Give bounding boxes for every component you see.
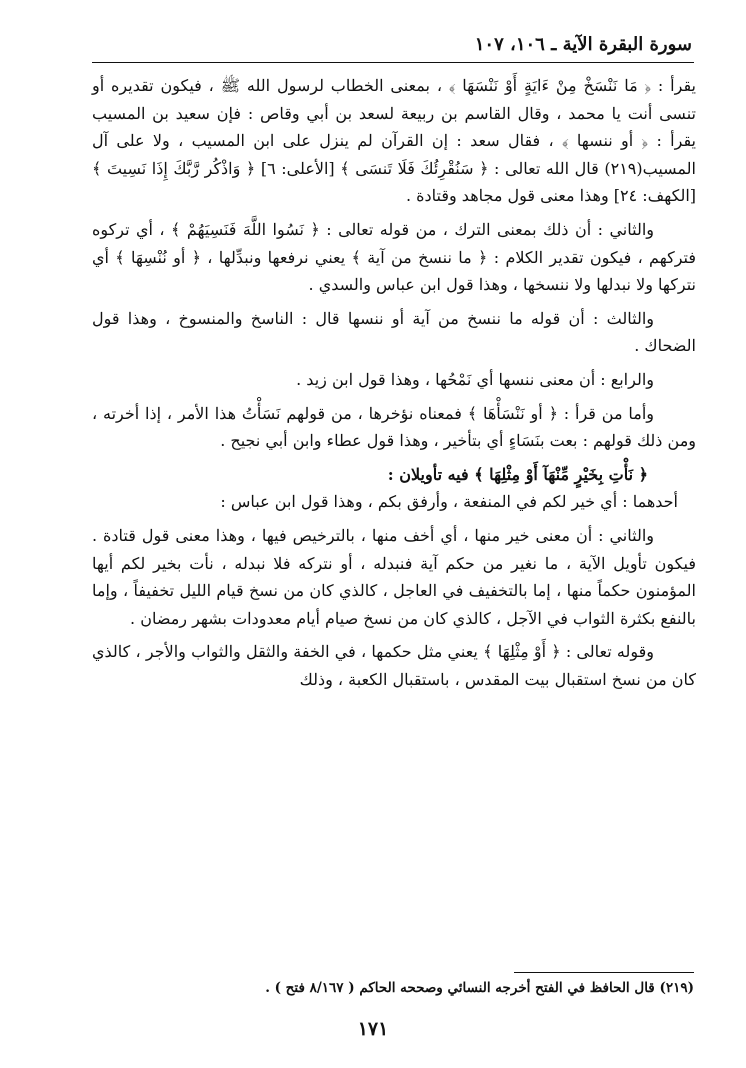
paragraph-reading-nunsiha: يقرأ : ﴿ مَا نَنْسَخْ مِنْ ءَايَةٍ أَوْ نَنْسَهَا ﴾ ، بمعنى الخطاب لرسول الله ﷺ ، فيكون تقديره أو تنسى أنت يا محمد ، وقال القاسم بن ربيعة لسعد بن أبي وقاص : فإن سعيد بن المسيب يقرأ : ﴿ أو ننسها ﴾ ، فقال سعد : إن القرآن لم ينزل على ابن المسيب ، ولا على آل المسيب(٢١٩) قال الله تعالى : ﴿ سَنُقْرِئُكَ فَلَا تَنسَى ﴾ [الأعلى: ٦] ﴿ وَاذْكُر رَّبَّكَ إِذَا نَسِيتَ ﴾ [الكهف: ٢٤] وهذا معنى قول مجاهد وقتادة .: [92, 76, 696, 206]
body-text: [92, 72, 696, 693]
verse-heading: ﴿ نَأْتِ بِخَيْرٍ مِّنْهَآ أَوْ مِثْلِهَا ﴾ فيه تأويلان :: [387, 464, 648, 484]
page-number: ١٧١: [357, 1018, 389, 1040]
paragraph-nansaha-reading: وأما من قرأ : ﴿ أو نَنْسَأْهَا ﴾ فمعناه نؤخرها ، من قولهم نَسَأْتُ هذا الأمر ، إذا أخرته ، ومن ذلك قولهم : بعت بنَسَاءٍ أي بتأخير ، وهذا قول عطاء وابن أبي نجيح .: [92, 403, 696, 451]
footnote-divider: [514, 972, 694, 973]
paragraph-second-interpretation: والثاني : أن معنى خير منها ، أي أخف منها ، بالترخيص فيها ، وهذا معنى قول قتادة . فيكون تأويل الآية ، ما نغير من حكم آية فنبدله ، أو نتركه فلا نبدله ، نأت بخير لكم أيها المؤمنون حكماً منها ، إما بالتخفيف في العاجل ، كالذي كان من نسخ قيام الليل تخفيفاً ، وإما بالنفع بكثرة الثواب في الآجل ، كالذي كان من نسخ صيام أيام معدودات بشهر رمضان .: [92, 525, 696, 628]
paragraph-fourth-meaning: والرابع : أن معنى ننسها أي نَمْحُها ، وهذا قول ابن زيد .: [296, 369, 654, 389]
footnote: (٢١٩) قال الحافظ في الفتح أخرجه النسائي وصححه الحاكم ( ٨/١٦٧ فتح ) .: [265, 980, 694, 996]
paragraph-first-interpretation: أحدهما : أي خير لكم في المنفعة ، وأرفق بكم ، وهذا قول ابن عباس :: [220, 492, 678, 512]
header-title: سورة البقرة الآية ـ ١٠٦، ١٠٧: [474, 34, 692, 55]
paragraph-aw-mithliha: وقوله تعالى : ﴿ أَوْ مِثْلِهَا ﴾ يعني مثل حكمها ، في الخفة والثقل والثواب والأجر ، كالذي كان من نسخ استقبال بيت المقدس ، باستقبال الكعبة ، وذلك: [92, 642, 696, 689]
running-header: [92, 28, 694, 63]
paragraph-third-meaning: والثالث : أن قوله ما ننسخ من آية أو ننسها قال : الناسخ والمنسوخ ، وهذا قول الضحاك .: [92, 308, 696, 356]
paragraph-second-meaning: والثاني : أن ذلك بمعنى الترك ، من قوله تعالى : ﴿ نَسُوا اللَّهَ فَنَسِيَهُمْ ﴾ ، أي تركوه فتركهم ، فيكون تقدير الكلام : ﴿ ما ننسخ من آية ﴾ يعني نرفعها ونبدِّلها ، ﴿ أو نُنْسِهَا ﴾ أي نتركها ولا نبدلها ولا ننسخها ، وهذا قول ابن عباس والسدي .: [92, 219, 696, 295]
